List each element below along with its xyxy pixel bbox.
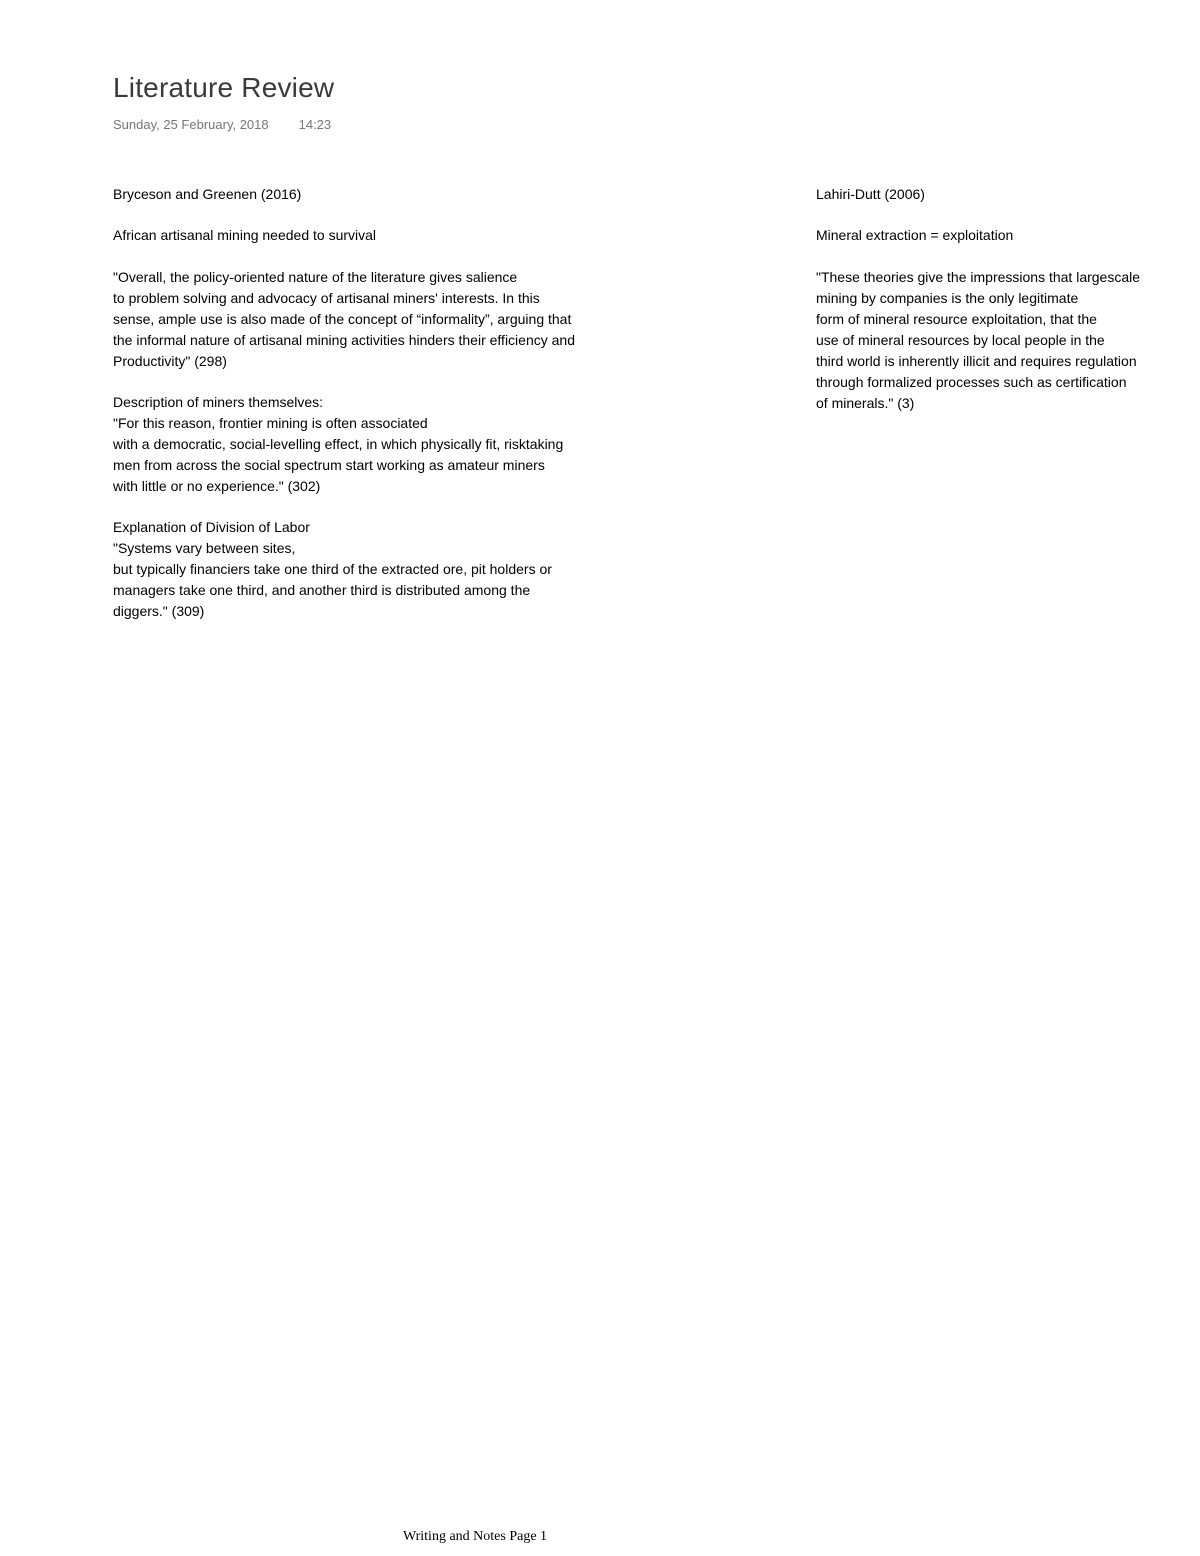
quote-line: form of mineral resource exploitation, that the xyxy=(816,311,1097,327)
quote-line: sense, ample use is also made of the concept of “informality”, arguing that xyxy=(113,311,572,327)
section-heading: Explanation of Division of Labor xyxy=(113,519,310,535)
page-date: Sunday, 25 February, 2018 xyxy=(113,117,269,132)
note-container-left[interactable] xyxy=(113,184,673,622)
quote-line: the informal nature of artisanal mining activities hinders their efficiency and xyxy=(113,332,575,348)
page-timestamp xyxy=(113,117,331,132)
quote-block xyxy=(113,267,673,372)
quote-line: diggers." (309) xyxy=(113,603,205,619)
quote-line: Productivity" (298) xyxy=(113,353,227,369)
quote-line: through formalized processes such as certification xyxy=(816,374,1127,390)
quote-line: men from across the social spectrum start working as amateur miners xyxy=(113,457,545,473)
page-title: Literature Review xyxy=(113,72,335,103)
quote-line: "Overall, the policy-oriented nature of the literature gives salience xyxy=(113,269,518,285)
quote-line: to problem solving and advocacy of artisanal miners' interests. In this xyxy=(113,290,540,306)
quote-block xyxy=(113,538,673,622)
quote-line: with a democratic, social-levelling effect, in which physically fit, risktaking xyxy=(113,436,564,452)
quote-block xyxy=(113,413,673,497)
summary-line: Mineral extraction = exploitation xyxy=(816,227,1014,243)
citation-heading: Bryceson and Greenen (2016) xyxy=(113,186,302,202)
quote-line: "For this reason, frontier mining is often associated xyxy=(113,415,428,431)
citation-heading: Lahiri-Dutt (2006) xyxy=(816,186,925,202)
quote-line: of minerals." (3) xyxy=(816,395,915,411)
quote-line: use of mineral resources by local people in the xyxy=(816,332,1105,348)
quote-line: with little or no experience." (302) xyxy=(113,478,321,494)
quote-line: third world is inherently illicit and requires regulation xyxy=(816,353,1137,369)
section-heading: Description of miners themselves: xyxy=(113,394,324,410)
note-container-right[interactable] xyxy=(816,184,1200,414)
quote-block xyxy=(816,267,1200,414)
quote-line: "These theories give the impressions that largescale xyxy=(816,269,1141,285)
quote-line: managers take one third, and another third is distributed among the xyxy=(113,582,531,598)
quote-line: but typically financiers take one third of the extracted ore, pit holders or xyxy=(113,561,552,577)
quote-line: mining by companies is the only legitimate xyxy=(816,290,1079,306)
page-footer: Writing and Notes Page 1 xyxy=(402,1529,548,1544)
summary-line: African artisanal mining needed to survival xyxy=(113,227,377,243)
quote-line: "Systems vary between sites, xyxy=(113,540,296,556)
page-time: 14:23 xyxy=(298,117,332,132)
